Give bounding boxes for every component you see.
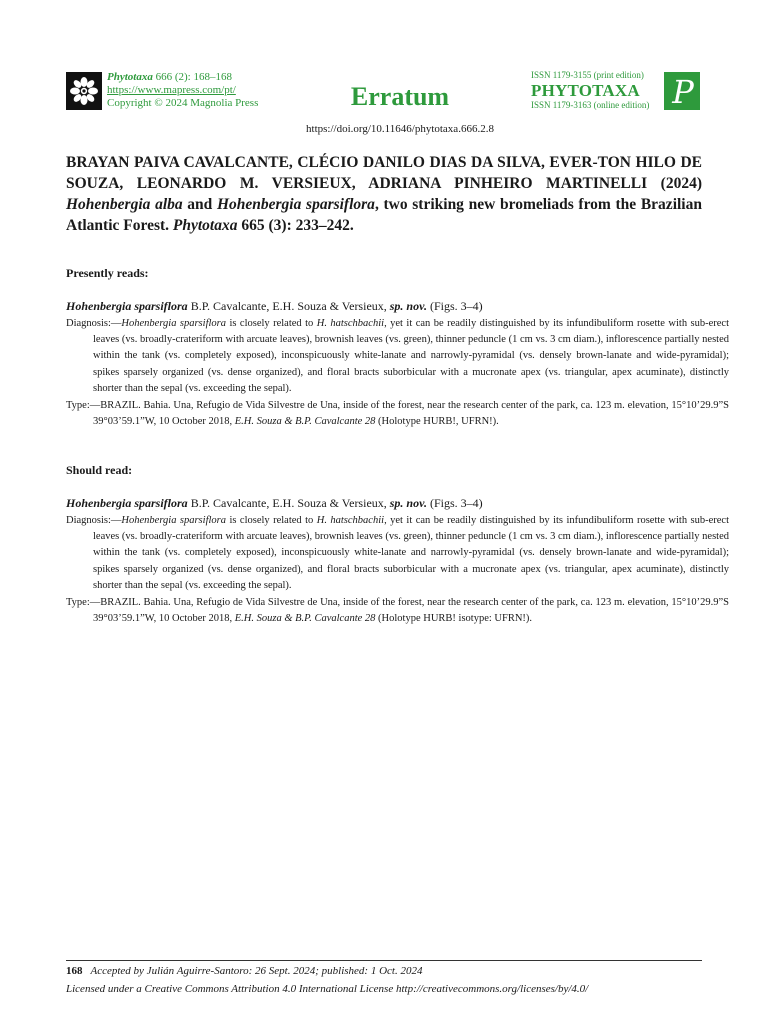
diagnosis-label: Diagnosis <box>66 515 108 526</box>
taxon-status: sp. nov. <box>389 299 427 313</box>
article-reference <box>66 152 702 236</box>
footer-acceptance <box>66 965 422 977</box>
page-number: 168 <box>66 965 83 977</box>
reference-rest: , two striking new bromeliads from the Brazilian Atlantic Forest. <box>66 196 702 234</box>
footer-license[interactable]: Licensed under a Creative Commons Attribution 4.0 International License http://creativecommons.org/licenses/by/4.0/ <box>66 983 589 995</box>
should-type <box>66 595 729 627</box>
should-taxon-heading <box>66 496 483 511</box>
diagnosis-label: Diagnosis <box>66 318 108 329</box>
taxon-figs: (Figs. 3–4) <box>430 299 483 313</box>
diagnosis-separator: :— <box>108 318 122 329</box>
accepted-text: Accepted by Julián Aguirre-Santoro: 26 Sept. 2024; published: 1 Oct. 2024 <box>90 965 423 977</box>
taxon-authors: B.P. Cavalcante, E.H. Souza & Versieux, <box>190 299 387 313</box>
reference-authors: BRAYAN PAIVA CAVALCANTE, CLÉCIO DANILO DIAS DA SILVA, EVER-TON HILO DE SOUZA, LEONARDO M. VERSIEUX, ADRIANA PINHEIRO MARTINELLI (2024) <box>66 154 702 192</box>
type-holotype: (Holotype HURB! isotype: UFRN!). <box>378 613 533 625</box>
presently-type <box>66 398 729 430</box>
presently-reads-label: Presently reads: <box>66 266 149 280</box>
presently-taxon-heading <box>66 299 483 314</box>
presently-diagnosis <box>66 316 729 397</box>
taxon-authors: B.P. Cavalcante, E.H. Souza & Versieux, <box>190 496 387 510</box>
diagnosis-related-taxon: H. hatschbachii <box>316 515 385 526</box>
type-label: Type <box>66 597 87 608</box>
reference-citation: 665 (3): 233–242. <box>241 217 354 234</box>
should-diagnosis <box>66 513 729 594</box>
page-title: Erratum <box>350 82 450 111</box>
reference-species2: Hohenbergia sparsiflora <box>216 196 375 213</box>
footer-divider <box>66 960 702 961</box>
type-text: :—BRAZIL. Bahia. Una, Refugio de Vida Silvestre de Una, inside of the forest, near the research center of the park, ca. 123 m. elevation, 15°10’29.9”S 39°03’59.1”W, 10 October 2018, <box>86 400 729 428</box>
brand-letter: P <box>672 73 694 110</box>
diagnosis-separator: :— <box>108 515 122 526</box>
journal-citation: 666 (2): 168–168 <box>155 71 232 83</box>
issn-block <box>531 70 661 111</box>
diagnosis-taxon: Hohenbergia sparsiflora <box>121 318 226 329</box>
copyright: Copyright © 2024 Magnolia Press <box>107 97 259 109</box>
issn-print: ISSN 1179-3155 (print edition) <box>531 70 644 80</box>
taxon-name: Hohenbergia sparsiflora <box>66 299 188 313</box>
diagnosis-related-taxon: H. hatschbachii <box>316 318 385 329</box>
taxon-name: Hohenbergia sparsiflora <box>66 496 188 510</box>
diagnosis-text: , yet it can be readily distinguished by its infundibuliform rosette with sub-erect leaves (vs. broadly-crateriform with arcuate leaves), brownish leaves (vs. green), thinner peduncle (1 cm vs. 3 cm diam.), inflorescence partially nested within the tank (vs. completely exposed), inconspicuously white-lanate and narrowly-pyramidal (vs. densely brown-lanate and wide-pyramidal); spikes sparsely organized (vs. dense organized), and floral bracts suborbicular with a mucronate apex (vs. triangular, apex acuminate), distinctly shorter than the sepal (vs. exceeding the sepal). <box>93 318 730 394</box>
type-collector: E.H. Souza & B.P. Cavalcante 28 <box>234 613 376 625</box>
issn-online: ISSN 1179-3163 (online edition) <box>531 100 650 110</box>
diagnosis-taxon: Hohenbergia sparsiflora <box>121 515 226 526</box>
type-collector: E.H. Souza & B.P. Cavalcante 28 <box>234 416 376 428</box>
taxon-figs: (Figs. 3–4) <box>430 496 483 510</box>
journal-brand: PHYTOTAXA <box>531 81 640 100</box>
reference-species1: Hohenbergia alba <box>66 196 183 213</box>
taxon-status: sp. nov. <box>389 496 427 510</box>
phytotaxa-logo-icon <box>664 72 700 110</box>
doi-link[interactable]: https://doi.org/10.11646/phytotaxa.666.2.8 <box>306 123 494 135</box>
type-text: :—BRAZIL. Bahia. Una, Refugio de Vida Silvestre de Una, inside of the forest, near the research center of the park, ca. 123 m. elevation, 15°10’29.9”S 39°03’59.1”W, 10 October 2018, <box>86 597 729 625</box>
reference-journal: Phytotaxa <box>172 217 238 234</box>
should-read-label: Should read: <box>66 463 133 477</box>
type-label: Type <box>66 400 87 411</box>
reference-and: and <box>187 196 213 213</box>
journal-name: Phytotaxa <box>107 71 153 83</box>
diagnosis-text: , yet it can be readily distinguished by its infundibuliform rosette with sub-erect leaves (vs. broadly-crateriform with arcuate leaves), brownish leaves (vs. green), thinner peduncle (1 cm vs. 3 cm diam.), inflorescence partially nested within the tank (vs. completely exposed), inconspicuously white-lanate and narrowly-pyramidal (vs. densely brown-lanate and wide-pyramidal); spikes sparsely organized (vs. dense organized), and floral bracts suborbicular with a mucronate apex (vs. triangular, apex acuminate), distinctly shorter than the sepal (vs. exceeding the sepal). <box>93 515 730 591</box>
type-holotype: (Holotype HURB!, UFRN!). <box>378 416 499 428</box>
journal-url-link[interactable]: https://www.mapress.com/pt/ <box>107 84 236 96</box>
diagnosis-mid: is closely related to <box>229 515 314 526</box>
diagnosis-mid: is closely related to <box>229 318 314 329</box>
